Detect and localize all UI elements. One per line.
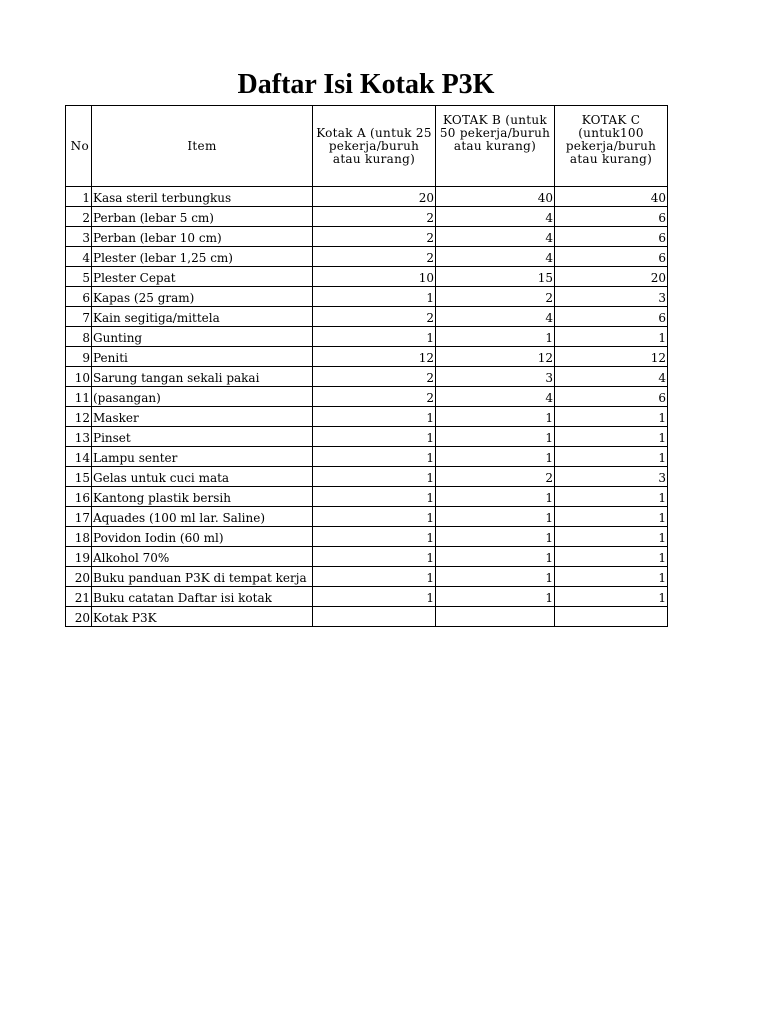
row-kotak-a-cell: 1 bbox=[313, 407, 436, 427]
row-kotak-b-cell: 3 bbox=[436, 367, 555, 387]
row-item-cell: Peniti bbox=[92, 347, 313, 367]
row-kotak-a-cell: 1 bbox=[313, 327, 436, 347]
row-kotak-b-cell: 1 bbox=[436, 567, 555, 587]
row-number-cell: 2 bbox=[66, 207, 92, 227]
row-kotak-a-cell: 1 bbox=[313, 527, 436, 547]
row-item-cell: Kotak P3K bbox=[92, 607, 313, 627]
row-kotak-a-cell: 10 bbox=[313, 267, 436, 287]
table-row bbox=[66, 427, 668, 447]
row-kotak-c-cell: 3 bbox=[555, 467, 668, 487]
row-number-cell: 15 bbox=[66, 467, 92, 487]
row-number-cell: 10 bbox=[66, 367, 92, 387]
row-kotak-a-cell: 2 bbox=[313, 387, 436, 407]
row-number-cell: 20 bbox=[66, 607, 92, 627]
table-row bbox=[66, 407, 668, 427]
row-kotak-b-cell: 4 bbox=[436, 307, 555, 327]
row-item-cell: Pinset bbox=[92, 427, 313, 447]
row-item-cell: Aquades (100 ml lar. Saline) bbox=[92, 507, 313, 527]
row-number-cell: 1 bbox=[66, 187, 92, 207]
row-kotak-c-cell: 1 bbox=[555, 327, 668, 347]
row-kotak-b-cell: 4 bbox=[436, 247, 555, 267]
row-kotak-b-cell: 1 bbox=[436, 407, 555, 427]
row-number-cell: 21 bbox=[66, 587, 92, 607]
row-kotak-a-cell: 2 bbox=[313, 307, 436, 327]
row-kotak-b-cell: 1 bbox=[436, 427, 555, 447]
row-kotak-c-cell: 6 bbox=[555, 227, 668, 247]
row-kotak-c-cell: 1 bbox=[555, 587, 668, 607]
row-kotak-b-cell: 1 bbox=[436, 487, 555, 507]
table-row bbox=[66, 547, 668, 567]
row-kotak-c-cell: 1 bbox=[555, 567, 668, 587]
table-row bbox=[66, 267, 668, 287]
row-kotak-b-cell: 1 bbox=[436, 527, 555, 547]
row-kotak-a-cell: 1 bbox=[313, 507, 436, 527]
table-row bbox=[66, 507, 668, 527]
row-kotak-b-cell: 2 bbox=[436, 287, 555, 307]
row-item-cell: Kain segitiga/mittela bbox=[92, 307, 313, 327]
row-kotak-a-cell: 2 bbox=[313, 207, 436, 227]
row-item-cell: Kapas (25 gram) bbox=[92, 287, 313, 307]
row-item-cell: Buku catatan Daftar isi kotak bbox=[92, 587, 313, 607]
row-item-cell: Kantong plastik bersih bbox=[92, 487, 313, 507]
table-row bbox=[66, 327, 668, 347]
row-kotak-a-cell: 1 bbox=[313, 487, 436, 507]
row-kotak-c-cell: 6 bbox=[555, 387, 668, 407]
row-kotak-a-cell: 2 bbox=[313, 247, 436, 267]
row-kotak-c-cell: 1 bbox=[555, 527, 668, 547]
table-row bbox=[66, 447, 668, 467]
table-row bbox=[66, 367, 668, 387]
header-no: No bbox=[66, 106, 92, 187]
row-kotak-a-cell: 2 bbox=[313, 367, 436, 387]
row-number-cell: 4 bbox=[66, 247, 92, 267]
row-kotak-b-cell: 1 bbox=[436, 547, 555, 567]
table-row bbox=[66, 467, 668, 487]
table-row bbox=[66, 347, 668, 367]
row-kotak-c-cell: 20 bbox=[555, 267, 668, 287]
row-kotak-c-cell: 6 bbox=[555, 207, 668, 227]
row-kotak-a-cell: 1 bbox=[313, 587, 436, 607]
row-kotak-b-cell: 40 bbox=[436, 187, 555, 207]
row-item-cell: Perban (lebar 10 cm) bbox=[92, 227, 313, 247]
table-row bbox=[66, 287, 668, 307]
row-kotak-a-cell: 20 bbox=[313, 187, 436, 207]
row-kotak-b-cell: 1 bbox=[436, 507, 555, 527]
row-kotak-a-cell: 1 bbox=[313, 567, 436, 587]
row-kotak-c-cell: 12 bbox=[555, 347, 668, 367]
table-row bbox=[66, 587, 668, 607]
row-item-cell: Plester (lebar 1,25 cm) bbox=[92, 247, 313, 267]
row-number-cell: 18 bbox=[66, 527, 92, 547]
row-number-cell: 12 bbox=[66, 407, 92, 427]
row-kotak-b-cell bbox=[436, 607, 555, 627]
table-row bbox=[66, 487, 668, 507]
row-item-cell: Povidon Iodin (60 ml) bbox=[92, 527, 313, 547]
row-kotak-a-cell: 1 bbox=[313, 467, 436, 487]
row-kotak-a-cell: 1 bbox=[313, 427, 436, 447]
header-kotak-c: KOTAK C (untuk100 pekerja/buruh atau kurang) bbox=[555, 106, 668, 187]
table-row bbox=[66, 527, 668, 547]
row-number-cell: 3 bbox=[66, 227, 92, 247]
row-kotak-a-cell: 1 bbox=[313, 547, 436, 567]
page-title: Daftar Isi Kotak P3K bbox=[237, 69, 495, 100]
row-item-cell: Gunting bbox=[92, 327, 313, 347]
row-kotak-c-cell: 1 bbox=[555, 447, 668, 467]
row-number-cell: 16 bbox=[66, 487, 92, 507]
row-kotak-a-cell: 2 bbox=[313, 227, 436, 247]
row-kotak-c-cell: 1 bbox=[555, 487, 668, 507]
table-row bbox=[66, 307, 668, 327]
row-kotak-c-cell: 1 bbox=[555, 547, 668, 567]
row-number-cell: 19 bbox=[66, 547, 92, 567]
row-item-cell: Alkohol 70% bbox=[92, 547, 313, 567]
table-body bbox=[66, 187, 668, 627]
table-row bbox=[66, 247, 668, 267]
table-row bbox=[66, 227, 668, 247]
row-kotak-c-cell: 6 bbox=[555, 307, 668, 327]
row-item-cell: (pasangan) bbox=[92, 387, 313, 407]
row-number-cell: 7 bbox=[66, 307, 92, 327]
row-kotak-a-cell: 1 bbox=[313, 287, 436, 307]
table-row bbox=[66, 207, 668, 227]
row-kotak-b-cell: 4 bbox=[436, 227, 555, 247]
table-row bbox=[66, 387, 668, 407]
row-kotak-b-cell: 2 bbox=[436, 467, 555, 487]
row-number-cell: 13 bbox=[66, 427, 92, 447]
row-kotak-b-cell: 15 bbox=[436, 267, 555, 287]
row-kotak-c-cell: 3 bbox=[555, 287, 668, 307]
row-item-cell: Sarung tangan sekali pakai bbox=[92, 367, 313, 387]
table-row bbox=[66, 567, 668, 587]
row-number-cell: 11 bbox=[66, 387, 92, 407]
row-item-cell: Gelas untuk cuci mata bbox=[92, 467, 313, 487]
row-kotak-b-cell: 1 bbox=[436, 587, 555, 607]
row-kotak-b-cell: 4 bbox=[436, 387, 555, 407]
row-kotak-a-cell: 1 bbox=[313, 447, 436, 467]
row-number-cell: 14 bbox=[66, 447, 92, 467]
row-kotak-c-cell: 6 bbox=[555, 247, 668, 267]
table-header-row bbox=[66, 106, 668, 187]
row-item-cell: Masker bbox=[92, 407, 313, 427]
row-item-cell: Buku panduan P3K di tempat kerja bbox=[92, 567, 313, 587]
row-number-cell: 17 bbox=[66, 507, 92, 527]
row-number-cell: 6 bbox=[66, 287, 92, 307]
row-kotak-a-cell: 12 bbox=[313, 347, 436, 367]
row-kotak-c-cell bbox=[555, 607, 668, 627]
row-kotak-b-cell: 12 bbox=[436, 347, 555, 367]
row-number-cell: 20 bbox=[66, 567, 92, 587]
row-kotak-a-cell bbox=[313, 607, 436, 627]
row-number-cell: 8 bbox=[66, 327, 92, 347]
row-item-cell: Lampu senter bbox=[92, 447, 313, 467]
row-kotak-b-cell: 1 bbox=[436, 447, 555, 467]
header-item: Item bbox=[92, 106, 313, 187]
row-kotak-c-cell: 40 bbox=[555, 187, 668, 207]
p3k-contents-table bbox=[65, 105, 668, 627]
row-kotak-b-cell: 1 bbox=[436, 327, 555, 347]
row-kotak-c-cell: 1 bbox=[555, 427, 668, 447]
row-kotak-c-cell: 1 bbox=[555, 507, 668, 527]
header-kotak-a: Kotak A (untuk 25 pekerja/buruh atau kurang) bbox=[313, 106, 436, 187]
row-item-cell: Kasa steril terbungkus bbox=[92, 187, 313, 207]
row-number-cell: 5 bbox=[66, 267, 92, 287]
row-kotak-b-cell: 4 bbox=[436, 207, 555, 227]
row-kotak-c-cell: 4 bbox=[555, 367, 668, 387]
table-row bbox=[66, 187, 668, 207]
header-kotak-b: KOTAK B (untuk 50 pekerja/buruh atau kurang) bbox=[436, 106, 555, 187]
row-kotak-c-cell: 1 bbox=[555, 407, 668, 427]
row-item-cell: Plester Cepat bbox=[92, 267, 313, 287]
row-item-cell: Perban (lebar 5 cm) bbox=[92, 207, 313, 227]
table-row bbox=[66, 607, 668, 627]
row-number-cell: 9 bbox=[66, 347, 92, 367]
